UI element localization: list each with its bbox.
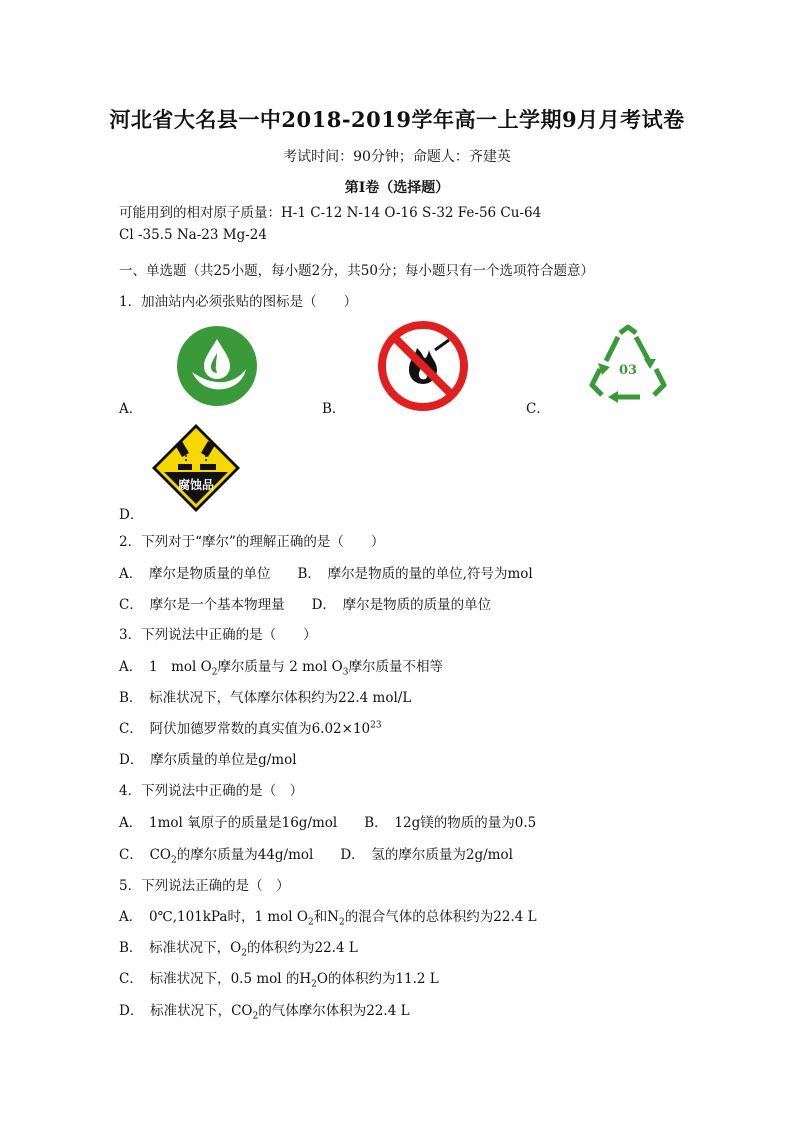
q3-option-a: A． 1 mol $O_2$摩尔质量与 2 mol $O_3$摩尔质量不相等 [119,659,443,678]
exam-subtitle: 考试时间：90分钟；命题人：齐建英 [283,149,511,165]
q5-stem: 5．下列说法正确的是（ ） [119,878,290,894]
no-fire-icon [377,320,469,412]
q1-label-c: C． [526,401,550,417]
exam-title: 河北省大名县一中2018-2019学年高一上学期9月月考试卷 [109,107,685,132]
q5-option-d: D． 标准状况下，$CO_2$的气体摩尔体积为22.4 L [119,1003,410,1022]
recycle-icon [584,323,672,405]
recycle-number: 03 [618,363,638,378]
q2-options-ab: A． 摩尔是物质量的单位 B． 摩尔是物质的量的单位,符号为mol [119,566,533,582]
q4-options-ab: A． 1mol 氧原子的质量是16g/mol B． 12g镁的物质的量为0.5 [119,815,537,831]
q5-option-c: C． 标准状况下，0.5 mol 的$H_2O$的体积约为11.2 L [119,971,439,990]
atomic-masses-line-2: Cl -35.5 Na-23 Mg-24 [119,227,267,243]
q5-option-a: A． 0℃,101kPa时，1 mol $O_2$和$N_2$的混合气体的总体积约为22.4 L [119,909,537,928]
q1-stem: 1．加油站内必须张贴的图标是（ ） [119,294,358,310]
q4-stem: 4．下列说法中正确的是（ ） [119,783,304,799]
corrosive-icon [150,422,242,514]
q1-label-d: D． [119,507,144,523]
q3-option-c: C． 阿伏加德罗常数的真实值为$6.02\times 10^{23}$ [119,720,382,737]
q1-label-a: A． [119,401,143,417]
corrosive-label: 腐蚀品 [177,478,215,492]
section-title: 第I卷（选择题） [344,180,450,196]
q2-options-cd: C． 摩尔是一个基本物理量 D． 摩尔是物质的质量的单位 [119,597,492,613]
water-saving-icon [176,325,258,407]
q3-option-d: D． 摩尔质量的单位是g/mol [119,752,297,768]
q2-stem: 2．下列对于“摩尔”的理解正确的是（ ） [119,534,385,550]
q1-label-b: B． [322,401,346,417]
q3-option-b: B． 标准状况下，气体摩尔体积约为22.4 mol/L [119,690,412,706]
atomic-masses-line-1: 可能用到的相对原子质量：H-1 C-12 N-14 O-16 S-32 Fe-56 Cu-64 [119,205,542,221]
q3-stem: 3．下列说法中正确的是（ ） [119,627,317,643]
q4-options-cd: C． $CO_2$的摩尔质量为44g/mol D． 氢的摩尔质量为2g/mol [119,847,513,866]
part1-heading: 一、单选题（共25小题，每小题2分，共50分；每小题只有一个选项符合题意） [119,263,594,279]
q5-option-b: B． 标准状况下，$O_2$的体积约为22.4 L [119,940,358,959]
